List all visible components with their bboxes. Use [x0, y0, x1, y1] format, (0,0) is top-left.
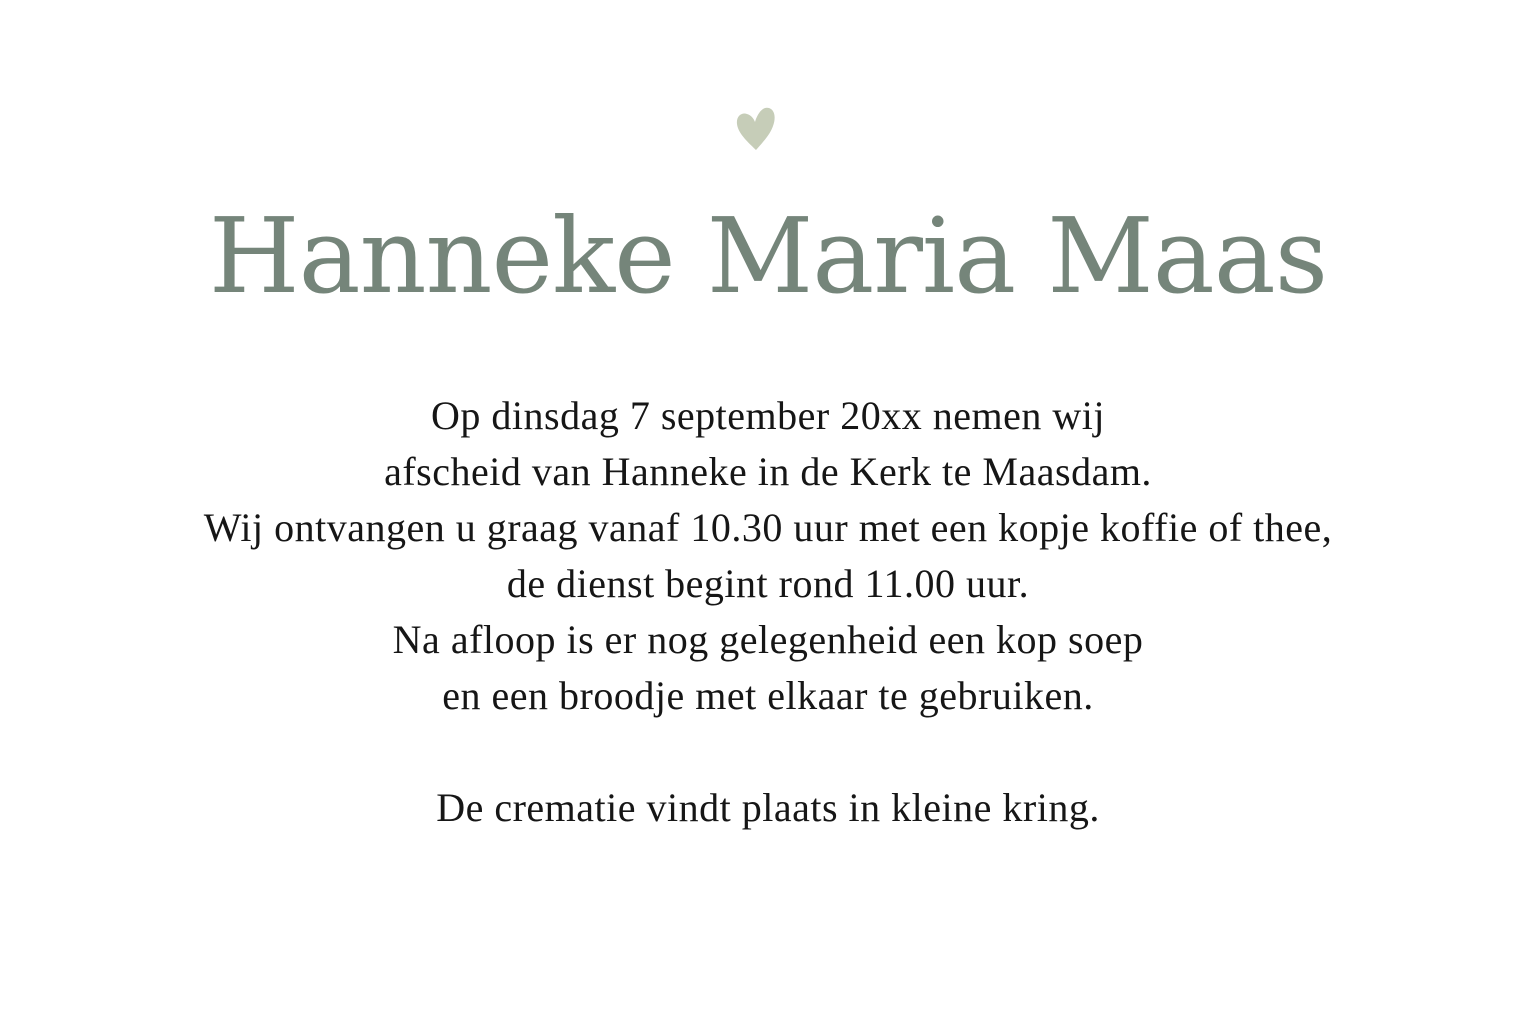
- paragraph-spacer: [0, 724, 1536, 780]
- message-line: Wij ontvangen u graag vanaf 10.30 uur met een kopje koffie of thee,: [203, 505, 1333, 550]
- heart-icon: [734, 104, 778, 156]
- message-line: Na afloop is er nog gelegenheid een kop soep: [392, 617, 1144, 662]
- message-line: Op dinsdag 7 september 20xx nemen wij: [431, 393, 1105, 438]
- message-line: afscheid van Hanneke in de Kerk te Maasdam.: [384, 449, 1152, 494]
- message-line: de dienst begint rond 11.00 uur.: [506, 561, 1030, 606]
- closing-line: De crematie vindt plaats in kleine kring.: [436, 785, 1100, 830]
- announcement-text: [0, 388, 1536, 836]
- deceased-name: Hanneke Maria Maas: [208, 195, 1328, 317]
- message-line: en een broodje met elkaar te gebruiken.: [442, 673, 1094, 718]
